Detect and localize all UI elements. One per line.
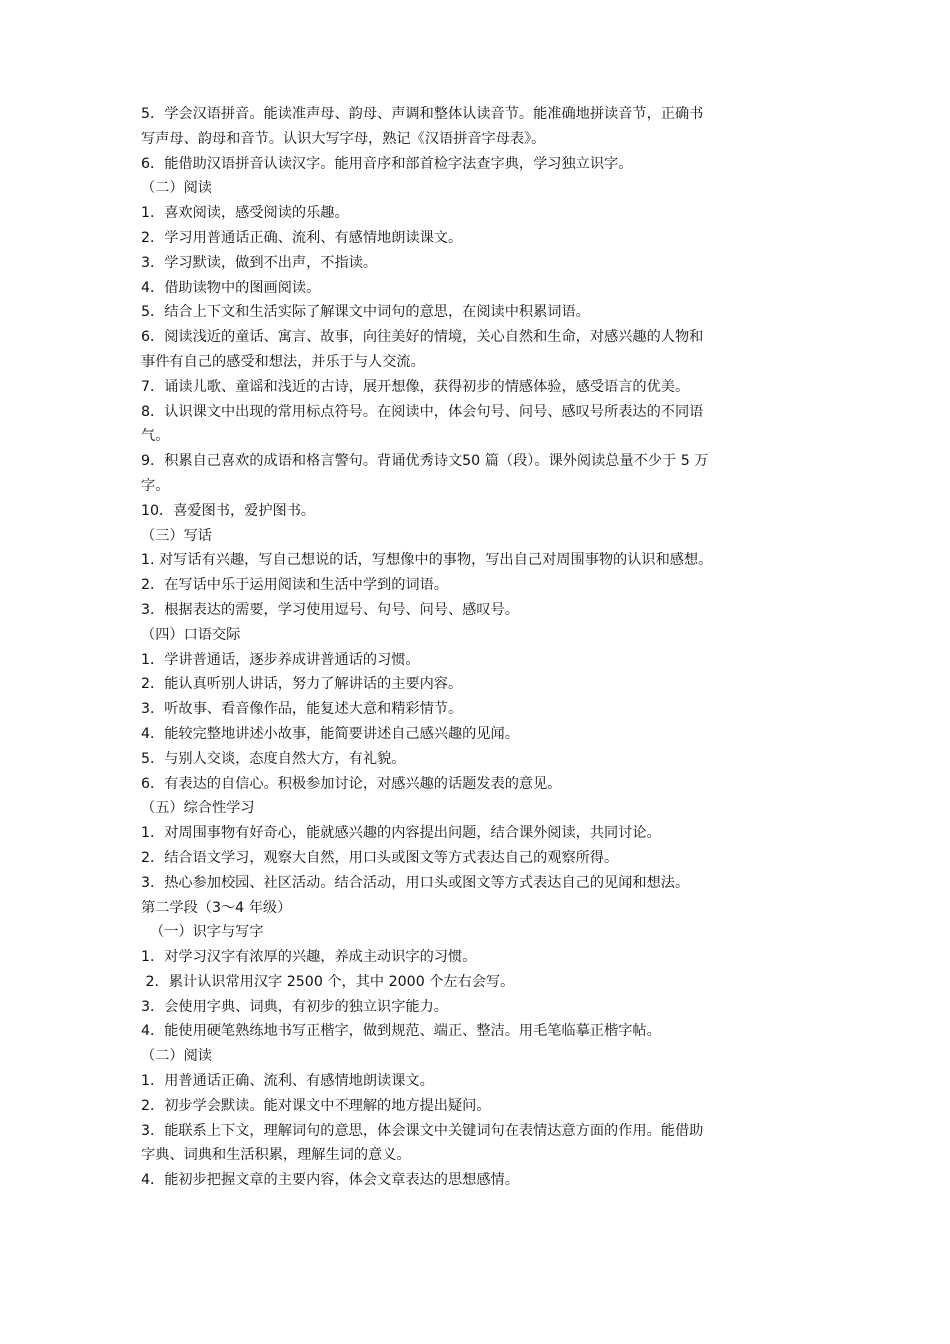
text-line: 事件有自己的感受和想法，并乐于与人交流。 (141, 353, 425, 370)
text-line: 字典、词典和生活积累，理解生词的意义。 (141, 1147, 411, 1164)
text-line: 4．能较完整地讲述小故事，能简要讲述自己感兴趣的见闻。 (141, 725, 519, 742)
text-line: 5．与别人交谈，态度自然大方，有礼貌。 (141, 750, 406, 767)
text-line: 1．用普通话正确、流利、有感情地朗读课文。 (141, 1073, 434, 1090)
text-line: 1．对学习汉字有浓厚的兴趣，养成主动识字的习惯。 (141, 949, 477, 966)
section-heading: （四）口语交际 (141, 626, 241, 643)
text-line: 7．诵读儿歌、童谣和浅近的古诗，展开想像，获得初步的情感体验，感受语言的优美。 (141, 378, 690, 395)
text-line: 6．阅读浅近的童话、寓言、故事，向往美好的情境，关心自然和生命，对感兴趣的人物和 (141, 329, 704, 346)
stage-heading: 第二学段（3～4 年级） (141, 899, 292, 916)
text-line: 4．借助读物中的图画阅读。 (141, 279, 321, 296)
text-line: 2．初步学会默读。能对课文中不理解的地方提出疑问。 (141, 1097, 491, 1114)
text-line: 8．认识课文中出现的常用标点符号。在阅读中，体会句号、问号、感叹号所表达的不同语 (141, 403, 704, 420)
text-line: 4．能初步把握文章的主要内容，体会文章表达的思想感情。 (141, 1172, 519, 1189)
text-line: 5．结合上下文和生活实际了解课文中词句的意思，在阅读中积累词语。 (141, 304, 590, 321)
text-line: 1．对周围事物有好奇心，能就感兴趣的内容提出问题，结合课外阅读，共同讨论。 (141, 825, 661, 842)
text-line: 2．在写话中乐于运用阅读和生活中学到的词语。 (141, 577, 448, 594)
section-heading: （五）综合性学习 (141, 800, 255, 817)
text-line: 9．积累自己喜欢的成语和格言警句。背诵优秀诗文50 篇（段）。课外阅读总量不少于 5 万 (141, 453, 709, 470)
text-line: 3．热心参加校园、社区活动。结合活动，用口头或图文等方式表达自己的见闻和想法。 (141, 874, 690, 891)
text-line: 6．有表达的自信心。积极参加讨论，对感兴趣的话题发表的意见。 (141, 775, 562, 792)
text-line: 10．喜爱图书，爱护图书。 (141, 502, 316, 519)
text-line: 4．能使用硬笔熟练地书写正楷字，做到规范、端正、整洁。用毛笔临摹正楷字帖。 (141, 1023, 661, 1040)
text-line: 气。 (141, 428, 170, 445)
document-body (141, 102, 813, 1193)
text-line: 字。 (141, 477, 170, 494)
text-line: 写声母、韵母和音节。认识大写字母，熟记《汉语拼音字母表》。 (141, 130, 546, 147)
text-line: 3．会使用字典、词典，有初步的独立识字能力。 (141, 998, 448, 1015)
text-line: 5．学会汉语拼音。能读准声母、韵母、声调和整体认读音节。能准确地拼读音节，正确书 (141, 106, 704, 122)
section-heading: （一）识字与写字 (141, 924, 264, 941)
text-line: 2．学习用普通话正确、流利、有感情地朗读课文。 (141, 229, 463, 246)
section-heading: （二）阅读 (141, 1048, 212, 1065)
text-line: 2．结合语文学习，观察大自然，用口头或图文等方式表达自己的观察所得。 (141, 849, 619, 866)
text-line: 1．学讲普通话，逐步养成讲普通话的习惯。 (141, 651, 420, 668)
text-line: 3．听故事、看音像作品，能复述大意和精彩情节。 (141, 701, 463, 718)
text-line: 3．能联系上下文，理解词句的意思，体会课文中关键词句在表情达意方面的作用。能借助 (141, 1122, 704, 1139)
text-line: 6．能借助汉语拼音认读汉字。能用音序和部首检字法查字典，学习独立识字。 (141, 155, 633, 172)
text-line: 3．学习默读，做到不出声，不指读。 (141, 254, 378, 271)
text-line: 1．喜欢阅读，感受阅读的乐趣。 (141, 205, 349, 222)
section-heading: （三）写话 (141, 527, 212, 544)
text-line: 3．根据表达的需要，学习使用逗号、句号、问号、感叹号。 (141, 601, 519, 618)
text-line: 1. 对写话有兴趣，写自己想说的话，写想像中的事物，写出自己对周围事物的认识和感想。 (141, 552, 713, 569)
section-heading: （二）阅读 (141, 180, 212, 197)
text-line: 2．能认真听别人讲话，努力了解讲话的主要内容。 (141, 676, 463, 693)
text-line: 2．累计认识常用汉字 2500 个，其中 2000 个左右会写。 (141, 973, 515, 990)
